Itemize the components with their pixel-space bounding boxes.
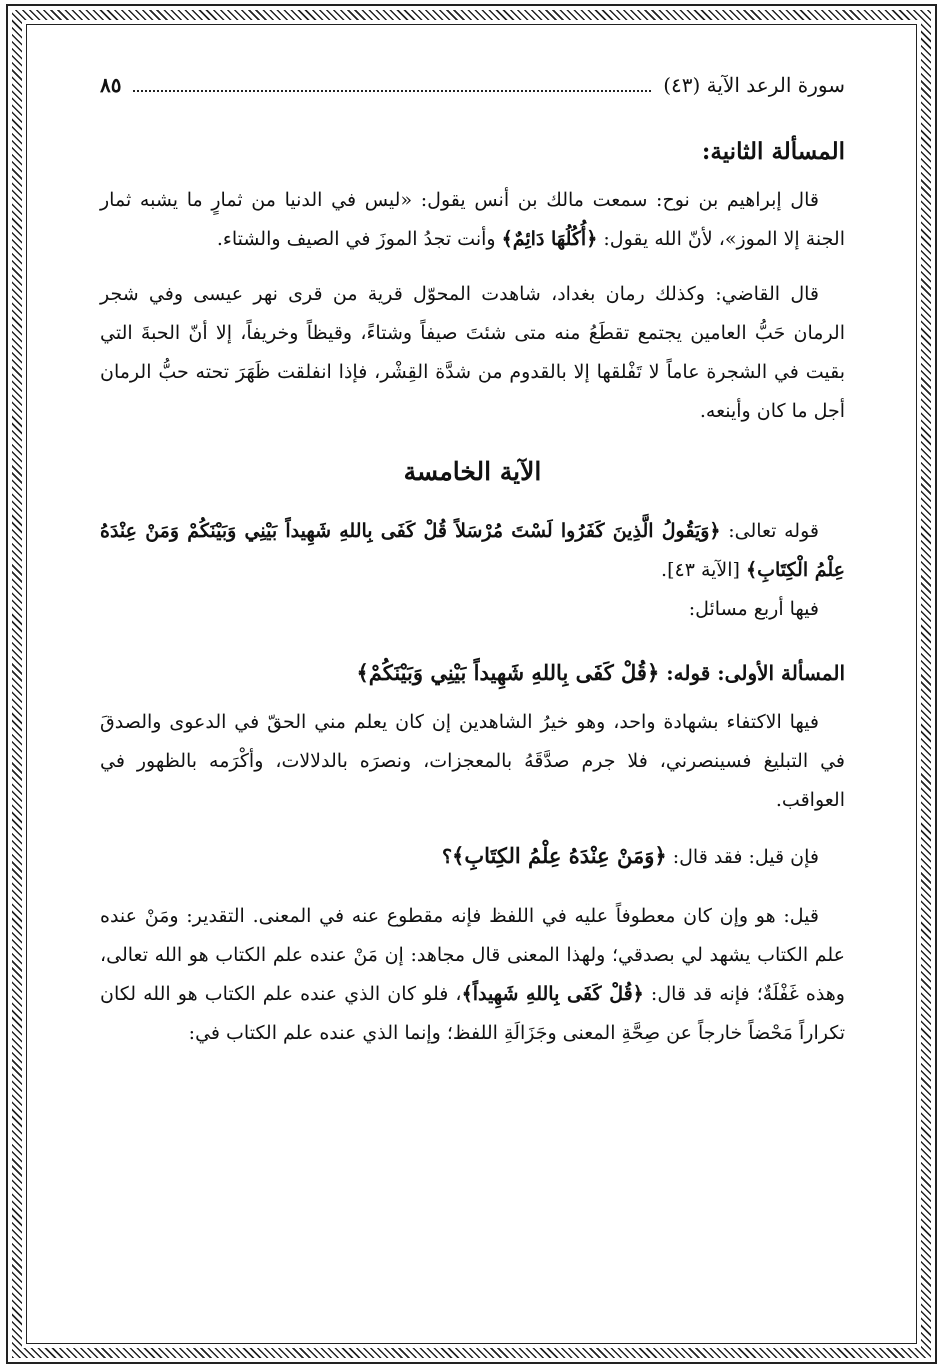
paragraph-question — [100, 836, 845, 877]
paragraph-answer — [100, 897, 845, 1053]
paragraph-text: قال إبراهيم بن نوح: سمعت مالك بن أنس يقول: «ليس في الدنيا من ثمارٍ ما يشبه ثمار الجنة إلا الموز»، لأنّ الله يقول: — [100, 189, 845, 250]
section-heading-masala-1 — [100, 653, 845, 693]
ayah-reference: [الآية ٤٣]. — [661, 559, 746, 581]
running-title: سورة الرعد الآية (٤٣) — [663, 73, 845, 97]
quran-quote: ﴿قُلْ كَفَى بِاللهِ شَهِيداً بَيْنِي وَبَيْنَكُمْ﴾ — [356, 660, 660, 685]
paragraph-text: وأنت تجدُ الموزَ في الصيف والشتاء. — [216, 228, 502, 250]
quran-quote: ﴿وَمَنْ عِنْدَهُ عِلْمُ الكِتَابِ﴾ — [452, 843, 667, 868]
quran-quote: ﴿أُكُلُهَا دَائِمٌ﴾ — [501, 228, 598, 250]
running-header — [100, 60, 845, 110]
paragraph-text: قيل: هو وإن كان معطوفاً عليه في اللفظ فإنه مقطوع عنه في المعنى. التقدير: ومَنْ عنده علم الكتاب يشهد لي بصدقي؛ ولهذا المعنى قال مجاهد: إن مَنْ عنده علم الكتاب هو الله تعالى، وهذه غَفْلَةٌ؛ فإنه قد قال: — [100, 905, 845, 1005]
page-number: ٨٥ — [100, 73, 122, 97]
question-mark: ؟ — [441, 846, 453, 868]
paragraph-testimony: فيها الاكتفاء بشهادة واحد، وهو خيرُ الشاهدين إن كان يعلم مني الحقّ في الدعوى والصدقَ في التبليغ فسينصرني، فلا جرم صدَّقَهُ بالمعجزات، ونصرَه بالدلالات، وأكْرَمه بالظهور في العواقب. — [100, 711, 845, 811]
paragraph-banana — [100, 181, 845, 259]
quran-quote: ﴿وَيَقُولُ الَّذِينَ كَفَرُوا لَسْتَ مُرْسَلاً قُلْ كَفَى بِاللهِ شَهِيداً بَيْنِي وَبَيْنَكُمْ وَمَنْ عِنْدَهُ عِلْمُ الْكِتَابِ﴾ — [100, 520, 845, 581]
paragraph-issues-count: فيها أربع مسائل: — [688, 598, 819, 620]
paragraph-text: فإن قيل: فقد قال: — [666, 846, 819, 868]
paragraph-ayah-quote — [100, 512, 845, 590]
paragraph-text: ، فلو كان الذي عنده علم الكتاب هو الله لكان تكراراً مَحْضاً خارجاً عن صِحَّةِ المعنى وجَزَالَةِ اللفظ؛ وإنما الذي عنده علم الكتاب في: — [100, 983, 845, 1044]
book-page — [100, 60, 845, 1320]
paragraph-text: قوله تعالى: — [720, 520, 819, 542]
heading-label: المسألة الأولى: قوله: — [659, 661, 845, 685]
header-dot-leader — [133, 90, 651, 92]
section-heading-masala-2: المسألة الثانية: — [701, 138, 845, 165]
paragraph-pomegranate: قال القاضي: وكذلك رمان بغداد، شاهدت المحوّل قرية من قرى نهر عيسى وفي شجر الرمان حَبُّ العامين يجتمع تقطَعُ منه متى شئتَ صيفاً وشتاءً، وقيظاً وخريفاً، إلا أنّ الحبةَ التي بقيت في الشجرة عاماً لا تَفْلقها إلا بالقدوم من شدَّة القِشْر، فإذا انفلقت ظَهَرَ تحته حبُّ الرمان أجل ما كان وأينعه. — [100, 283, 845, 422]
quran-quote: ﴿قُلْ كَفَى بِاللهِ شَهِيداً﴾ — [461, 983, 644, 1005]
ayah-title: الآية الخامسة — [403, 457, 542, 486]
